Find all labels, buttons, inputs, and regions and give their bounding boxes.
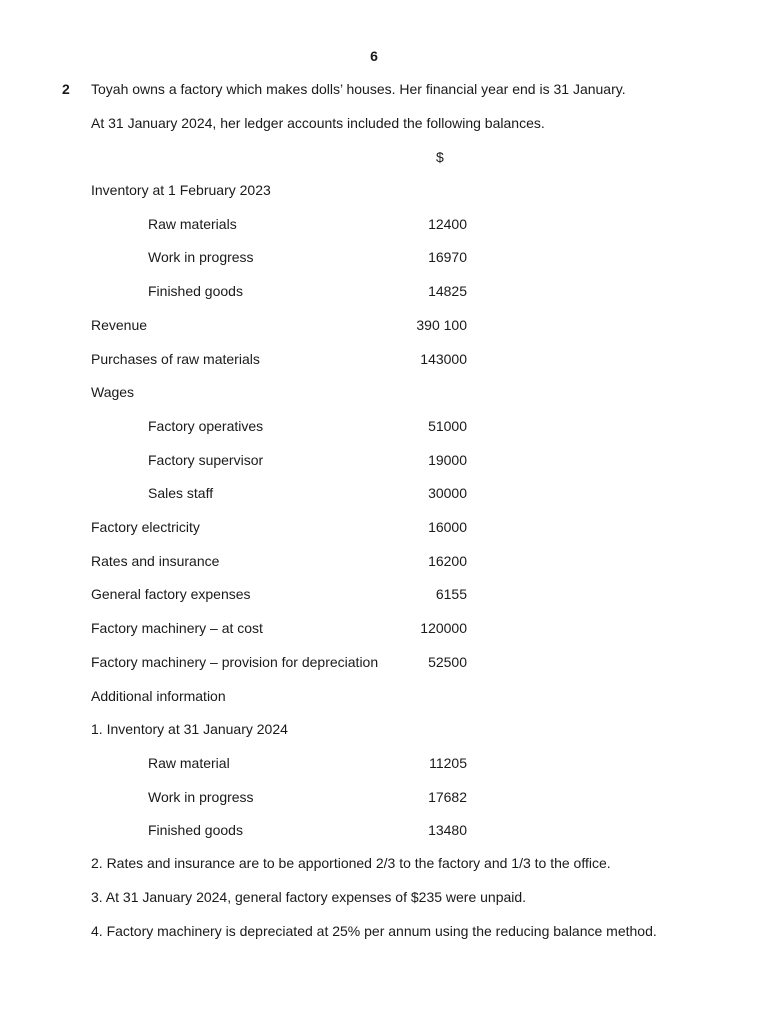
ledger-row-amount: 6155 [435,586,467,602]
ledger-row [0,452,768,472]
ledger-row [0,553,768,573]
ledger-row [0,620,768,640]
ledger-row [0,418,768,438]
ledger-row-label: General factory expenses [91,586,251,602]
ledger-row [0,721,768,741]
ledger-row [0,688,768,708]
ledger-row [0,789,768,809]
ledger-row-amount: 390 100 [416,317,467,333]
ledger-row-label: Factory supervisor [148,452,264,468]
ledger-row-label: Finished goods [148,283,243,299]
question-number: 2 [62,81,70,97]
ledger-row-amount: 11205 [429,755,467,771]
note-3: 3. At 31 January 2024, general factory expenses of $235 were unpaid. [91,889,527,905]
ledger-row-label: Purchases of raw materials [91,351,260,367]
ledger-row-label: Raw material [148,755,230,771]
ledger-row [0,755,768,775]
ledger-row-label: Sales staff [148,485,214,501]
balances-intro: At 31 January 2024, her ledger accounts included the following balances. [91,115,545,131]
ledger-row-label: 1. Inventory at 31 January 2024 [91,721,288,737]
ledger-row-amount: 19000 [428,452,467,468]
ledger-row [0,519,768,539]
ledger-row-label: Finished goods [148,822,243,838]
ledger-row-amount: 120000 [420,620,467,636]
ledger-row-amount: 16000 [428,519,467,535]
ledger-row [0,384,768,404]
ledger-row [0,216,768,236]
ledger-row-label: Factory operatives [148,418,264,434]
ledger-row-amount: 16970 [428,249,467,265]
ledger-row [0,317,768,337]
ledger-row-amount: 30000 [428,485,467,501]
ledger-row-amount: 52500 [428,654,467,670]
note-2: 2. Rates and insurance are to be apportioned 2/3 to the factory and 1/3 to the office. [91,855,611,871]
ledger-row [0,182,768,202]
ledger-row-label: Rates and insurance [91,553,220,569]
ledger-row-amount: 13480 [428,822,467,838]
ledger-row-amount: 143000 [420,351,467,367]
ledger-row-label: Wages [91,384,135,400]
ledger-row-label: Revenue [91,317,148,333]
ledger-row-label: Inventory at 1 February 2023 [91,182,271,198]
ledger-row-amount: 14825 [428,283,467,299]
question-intro: Toyah owns a factory which makes dolls’ houses. Her financial year end is 31 January. [91,81,626,97]
ledger-row-label: Factory machinery – at cost [91,620,263,636]
ledger-row-amount: 17682 [428,789,467,805]
ledger-row [0,351,768,371]
ledger-row-label: Factory electricity [91,519,200,535]
ledger-row [0,283,768,303]
note-4: 4. Factory machinery is depreciated at 25% per annum using the reducing balance method. [91,923,657,939]
ledger-row-label: Work in progress [148,789,254,805]
ledger-row [0,822,768,842]
currency-header: $ [436,149,444,165]
ledger-row-label: Additional information [91,688,226,704]
ledger-row [0,586,768,606]
page-number: 6 [370,48,378,64]
ledger-row [0,654,768,674]
ledger-row-label: Work in progress [148,249,254,265]
ledger-row-amount: 12400 [428,216,467,232]
ledger-row-label: Factory machinery – provision for depreciation [91,654,379,670]
ledger-row [0,249,768,269]
ledger-row-amount: 16200 [428,553,467,569]
ledger-row-label: Raw materials [148,216,237,232]
ledger-row [0,485,768,505]
ledger-row-amount: 51000 [428,418,467,434]
